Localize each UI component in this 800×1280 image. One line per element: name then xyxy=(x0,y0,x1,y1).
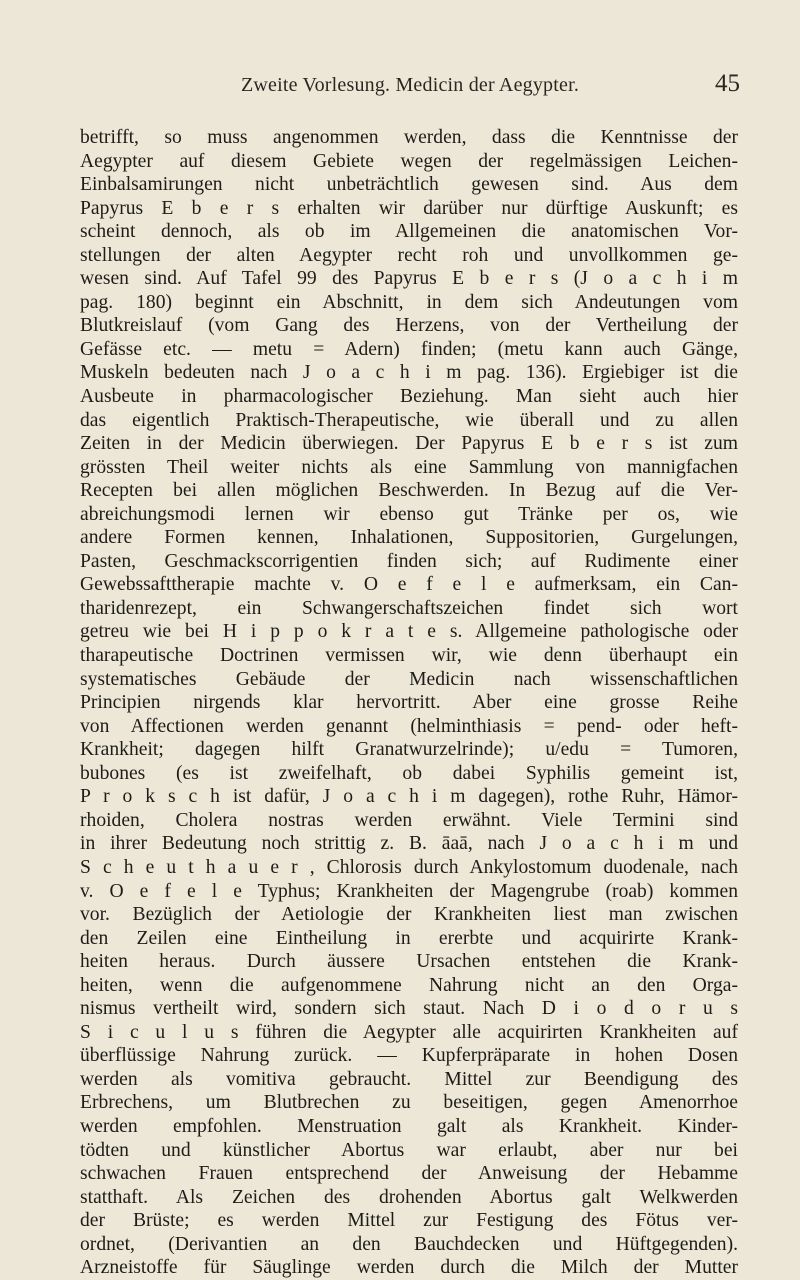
text-line: Gefässe etc. — metu = Adern) finden; (metu kann auch Gänge, xyxy=(80,338,738,360)
text-line: betrifft, so muss angenommen werden, dass die Kenntnisse der xyxy=(80,127,738,148)
text-line: Krankheit; dagegen hilft Granatwurzelrinde); u/edu = Tumoren, xyxy=(80,739,738,761)
text-line: heiten heraus. Durch äussere Ursachen entstehen die Krank- xyxy=(80,951,738,973)
text-line: ordnet, (Derivantien an den Bauchdecken und Hüftgegenden). xyxy=(80,1233,738,1255)
text-line: in ihrer Bedeutung noch strittig z. B. āaā, nach J o a c h i m und xyxy=(80,833,738,855)
text-line: tödten und künstlicher Abortus war erlaubt, aber nur bei xyxy=(80,1139,738,1161)
text-line: Recepten bei allen möglichen Beschwerden. In Bezug auf die Ver- xyxy=(80,480,738,502)
text-line: bubones (es ist zweifelhaft, ob dabei Syphilis gemeint ist, xyxy=(80,762,738,784)
body-text xyxy=(80,126,738,1280)
text-line: Erbrechens, um Blutbrechen zu beseitigen, gegen Amenorrhoe xyxy=(80,1092,738,1114)
text-line: grössten Theil weiter nichts als eine Sammlung von mannigfachen xyxy=(80,456,738,478)
text-line: Blutkreislauf (vom Gang des Herzens, von der Vertheilung der xyxy=(80,315,738,337)
text-line: scheint dennoch, als ob im Allgemeinen die anatomischen Vor- xyxy=(80,221,738,243)
page-number: 45 xyxy=(715,70,740,97)
text-line: S i c u l u s führen die Aegypter alle acquirirten Krankheiten auf xyxy=(80,1021,738,1043)
text-line: Pasten, Geschmackscorrigentien finden sich; auf Rudimente einer xyxy=(80,550,738,572)
text-line: werden als vomitiva gebraucht. Mittel zur Beendigung des xyxy=(80,1068,738,1090)
text-line: nismus vertheilt wird, sondern sich staut. Nach D i o d o r u s xyxy=(80,998,738,1020)
text-line: andere Formen kennen, Inhalationen, Suppositorien, Gurgelungen, xyxy=(80,527,738,549)
text-line: heiten, wenn die aufgenommene Nahrung nicht an den Orga- xyxy=(80,974,738,996)
text-line: der Brüste; es werden Mittel zur Festigung des Fötus ver- xyxy=(80,1210,738,1232)
text-line: abreichungsmodi lernen wir ebenso gut Tränke per os, wie xyxy=(80,503,738,525)
text-line: tharapeutische Doctrinen vermissen wir, wie denn überhaupt ein xyxy=(80,645,738,667)
text-line: S c h e u t h a u e r , Chlorosis durch Ankylostomum duodenale, nach xyxy=(80,856,738,878)
text-line: Aegypter auf diesem Gebiete wegen der regelmässigen Leichen- xyxy=(80,150,738,172)
text-line: getreu wie bei H i p p o k r a t e s. Allgemeine pathologische oder xyxy=(80,621,738,643)
text-line: Principien nirgends klar hervortritt. Aber eine grosse Reihe xyxy=(80,692,738,714)
text-line: P r o k s c h ist dafür, J o a c h i m dagegen), rothe Ruhr, Hämor- xyxy=(80,786,738,808)
text-line: von Affectionen werden genannt (helminthiasis = pend- oder heft- xyxy=(80,715,738,737)
text-line: v. O e f e l e Typhus; Krankheiten der Magengrube (roab) kommen xyxy=(80,880,738,902)
text-line: werden empfohlen. Menstruation galt als Krankheit. Kinder- xyxy=(80,1115,738,1137)
text-line: überflüssige Nahrung zurück. — Kupferpräparate in hohen Dosen xyxy=(80,1045,738,1067)
text-line: schwachen Frauen entsprechend der Anweisung der Hebamme xyxy=(80,1163,738,1185)
text-line: systematisches Gebäude der Medicin nach wissenschaftlichen xyxy=(80,668,738,690)
text-line: den Zeilen eine Eintheilung in ererbte und acquirirte Krank- xyxy=(80,927,738,949)
text-line: Gewebssafttherapie machte v. O e f e l e aufmerksam, ein Can- xyxy=(80,574,738,596)
text-line: das eigentlich Praktisch-Therapeutische, wie überall und zu allen xyxy=(80,409,738,431)
text-line: stellungen der alten Aegypter recht roh und unvollkommen ge- xyxy=(80,244,738,266)
text-line: wesen sind. Auf Tafel 99 des Papyrus E b e r s (J o a c h i m xyxy=(80,268,738,290)
text-line: Arzneistoffe für Säuglinge werden durch die Milch der Mutter xyxy=(80,1257,738,1279)
text-line: pag. 180) beginnt ein Abschnitt, in dem sich Andeutungen vom xyxy=(80,291,738,313)
running-head xyxy=(80,70,740,104)
text-line: Zeiten in der Medicin überwiegen. Der Papyrus E b e r s ist zum xyxy=(80,433,738,455)
text-line: Muskeln bedeuten nach J o a c h i m pag. 136). Ergiebiger ist die xyxy=(80,362,738,384)
text-line: statthaft. Als Zeichen des drohenden Abortus galt Welkwerden xyxy=(80,1186,738,1208)
text-line: Papyrus E b e r s erhalten wir darüber nur dürftige Auskunft; es xyxy=(80,197,738,219)
text-line: rhoiden, Cholera nostras werden erwähnt. Viele Termini sind xyxy=(80,809,738,831)
text-line: Einbalsamirungen nicht unbeträchtlich gewesen sind. Aus dem xyxy=(80,174,738,196)
running-title: Zweite Vorlesung. Medicin der Aegypter. xyxy=(240,74,580,96)
text-line: tharidenrezept, ein Schwangerschaftszeichen findet sich wort xyxy=(80,597,738,619)
text-line: vor. Bezüglich der Aetiologie der Krankheiten liest man zwischen xyxy=(80,904,738,926)
text-line: Ausbeute in pharmacologischer Beziehung. Man sieht auch hier xyxy=(80,386,738,408)
